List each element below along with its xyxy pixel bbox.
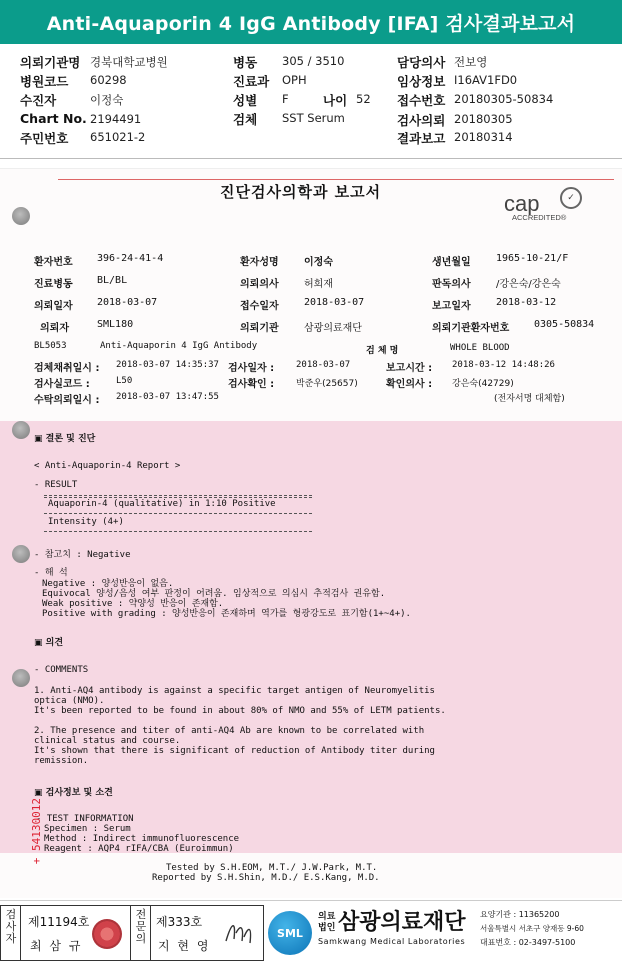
field-label: 검 체 명 <box>366 346 399 356</box>
field-value: 이정숙 <box>304 257 333 268</box>
cap-logo: cap <box>504 191 540 216</box>
field-value: 삼광의료재단 <box>304 323 362 334</box>
comment-line: clinical status and course. <box>34 736 181 746</box>
info-label: 임상정보 <box>397 74 446 89</box>
field-label: 환자성명 <box>240 257 279 268</box>
info-label: 병동 <box>233 55 258 70</box>
handwritten-signature-icon <box>222 915 256 949</box>
scanned-report <box>0 168 622 898</box>
comment-line: 1. Anti-AQ4 antibody is against a specific target antigen of Neuromyelitis <box>34 686 435 696</box>
side-barcode-number: + 54130012 <box>30 798 43 865</box>
info-label: 나이 <box>323 93 348 108</box>
comments-heading: - COMMENTS <box>34 665 89 675</box>
result-heading: - RESULT <box>34 480 78 490</box>
field-label: 진료병동 <box>34 279 73 290</box>
field-label: 의뢰기관 <box>240 323 279 334</box>
field-label: 접수일자 <box>240 301 279 312</box>
institution-code: 요양기관 : 11365200 <box>480 910 560 919</box>
field-value: 2018-03-12 14:48:26 <box>452 360 555 370</box>
field-label: 생년월일 <box>432 257 471 268</box>
doctor-license: 제333호 <box>156 915 203 929</box>
section-heading: ▣ 결론 및 진단 <box>34 434 96 444</box>
info-label: 검체 <box>233 112 258 127</box>
test-info-line: - TEST INFORMATION <box>36 814 134 824</box>
interpretation-line: Equivocal 양성/음성 여부 판정이 어려움. 임상적으로 의심시 추적검사 권유함. <box>42 589 386 599</box>
field-value: 2018-03-07 13:47:55 <box>116 392 219 402</box>
info-label: 접수번호 <box>397 93 446 108</box>
info-value: F <box>282 92 289 106</box>
comment-line: remission. <box>34 756 89 766</box>
tester-label: 검사자 <box>5 908 17 945</box>
field-value: L50 <box>116 376 133 386</box>
field-value: 2018-03-07 14:35:37 <box>116 360 219 370</box>
test-info-line: Reagent : AQP4 rIFA/CBA (Euroimmun) <box>44 844 234 854</box>
divider <box>44 497 312 498</box>
divider <box>44 495 312 496</box>
info-value: 20180305-50834 <box>454 92 554 106</box>
sml-logo: SML <box>268 911 312 955</box>
test-info-line: Specimen : Serum <box>44 824 131 834</box>
patient-info-grid <box>0 50 622 150</box>
field-label: 검사실코드 : <box>34 379 90 390</box>
field-label: 의뢰기관환자번호 <box>432 323 510 334</box>
punch-hole <box>12 669 30 687</box>
field-label: 환자번호 <box>34 257 73 268</box>
info-label: 수진자 <box>20 93 57 108</box>
divider <box>44 531 312 532</box>
org-prefix: 법인 <box>318 923 336 933</box>
divider <box>150 905 151 961</box>
section-heading: ▣ 검사정보 및 소견 <box>34 788 113 798</box>
field-value: 396-24-41-4 <box>97 253 164 264</box>
divider <box>44 513 312 514</box>
doctor-label: 전문의 <box>135 908 147 945</box>
interpretation-line: Negative : 양성반응이 없음. <box>42 579 174 589</box>
comment-line: optica (NMO). <box>34 696 105 706</box>
test-code: BL5053 <box>34 341 67 351</box>
reference-range: - 참고치 : Negative <box>34 550 131 560</box>
esign-note: (전자서명 대체함) <box>494 394 565 404</box>
field-label: 판독의사 <box>432 279 471 290</box>
divider <box>58 179 614 180</box>
field-value: /강은숙/강은숙 <box>496 279 561 290</box>
field-label: 보고시간 : <box>386 363 433 374</box>
field-label: 검사일자 : <box>228 363 275 374</box>
info-value: 305 / 3510 <box>282 54 345 68</box>
field-label: 검체채취일시 : <box>34 363 100 374</box>
info-value: 20180314 <box>454 130 513 144</box>
info-value: 651021-2 <box>90 130 146 144</box>
cap-badge-icon: ✓ <box>560 187 582 209</box>
field-value: WHOLE BLOOD <box>450 343 510 353</box>
field-value: 2018-03-07 <box>97 297 158 308</box>
divider <box>130 905 131 961</box>
info-value: OPH <box>282 73 307 87</box>
divider <box>20 905 21 961</box>
punch-hole <box>12 545 30 563</box>
field-label: 의뢰자 <box>40 323 69 334</box>
test-info-line: Method : Indirect immunofluorescence <box>44 834 240 844</box>
info-value: 2194491 <box>90 112 142 126</box>
info-value: 52 <box>356 92 371 106</box>
field-value: 2018-03-07 <box>304 297 365 308</box>
tested-by: Tested by S.H.EOM, M.T./ J.W.Park, M.T. <box>166 863 378 873</box>
comment-line: It's shown that there is significant of reduction of Antibody titer during <box>34 746 435 756</box>
punch-hole <box>12 207 30 225</box>
info-value: SST Serum <box>282 111 345 125</box>
divider <box>0 158 622 159</box>
field-label: 의뢰일자 <box>34 301 73 312</box>
info-label: 검사의뢰 <box>397 113 446 128</box>
field-label: 검사확인 : <box>228 379 275 390</box>
info-label: 성별 <box>233 93 258 108</box>
info-value: 경북대학교병원 <box>90 55 168 69</box>
info-label: 결과보고 <box>397 131 446 146</box>
field-label: 수탁의뢰일시 : <box>34 395 100 406</box>
signature-footer <box>0 900 622 964</box>
info-label: 병원코드 <box>20 74 69 89</box>
punch-hole <box>12 421 30 439</box>
org-english-name: Samkwang Medical Laboratories <box>318 937 466 946</box>
report-subheading: < Anti-Aquaporin-4 Report > <box>34 461 181 471</box>
info-value: 이정숙 <box>90 93 124 107</box>
field-value: 1965-10-21/F <box>496 253 569 264</box>
comment-line: It's been reported to be found in about 80% of NMO and 55% of LETM patients. <box>34 706 446 716</box>
field-value: 박준우(25657) <box>296 379 358 389</box>
intensity-line: Intensity (4+) <box>48 517 124 527</box>
doctor-name: 지 현 영 <box>158 939 211 953</box>
test-name: Anti-Aquaporin 4 IgG Antibody <box>100 341 258 351</box>
info-label: 주민번호 <box>20 131 69 146</box>
section-heading: ▣ 의견 <box>34 638 64 648</box>
info-value: 60298 <box>90 73 127 87</box>
field-value: 강은숙(42729) <box>452 379 514 389</box>
interpretation-line: Weak positive : 약양성 반응이 존재함. <box>42 599 224 609</box>
info-value: 20180305 <box>454 112 513 126</box>
field-label: 의뢰의사 <box>240 279 279 290</box>
interpretation-line: Positive with grading : 양성반응이 존재하며 역가를 형광강도로 표기함(1+~4+). <box>42 609 411 619</box>
field-value: 0305-50834 <box>534 319 595 330</box>
interpretation-heading: - 해 석 <box>34 568 68 578</box>
field-label: 보고일자 <box>432 301 471 312</box>
report-title: Anti-Aquaporin 4 IgG Antibody [IFA] 검사결과보고서 <box>46 12 576 35</box>
info-label: Chart No. <box>20 111 87 126</box>
cap-accredited: ACCREDITED® <box>512 213 567 222</box>
comment-line: 2. The presence and titer of anti-AQ4 Ab are known to be correlated with <box>34 726 425 736</box>
info-label: 의뢰기관명 <box>20 55 81 70</box>
report-title-bar <box>0 0 622 44</box>
field-value: SML180 <box>97 319 134 330</box>
reported-by: Reported by S.H.Shin, M.D./ E.S.Kang, M.D. <box>152 873 380 883</box>
org-name: 삼광의료재단 <box>338 910 466 935</box>
tester-license: 제11194호 <box>28 915 90 929</box>
org-prefix: 의료 <box>318 912 336 922</box>
field-value: 2018-03-07 <box>296 360 351 370</box>
info-value: I16AV1FD0 <box>454 73 518 87</box>
tester-name: 최 삼 규 <box>30 939 83 953</box>
address: 서울특별시 서초구 양재동 9-60 <box>480 924 584 933</box>
field-label: 확인의사 : <box>386 379 433 390</box>
seal-stamp-icon <box>92 919 122 949</box>
info-label: 담당의사 <box>397 55 446 70</box>
result-line: Aquaporin-4 (qualitative) in 1:10 Positive <box>48 499 276 509</box>
info-value: 전보영 <box>454 55 488 69</box>
info-label: 진료과 <box>233 74 270 89</box>
field-value: 허희재 <box>304 279 333 290</box>
field-value: BL/BL <box>97 275 128 286</box>
report-heading: 진단검사의학과 보고서 <box>220 183 382 201</box>
phone: 대표번호 : 02-3497-5100 <box>480 938 576 947</box>
field-value: 2018-03-12 <box>496 297 557 308</box>
